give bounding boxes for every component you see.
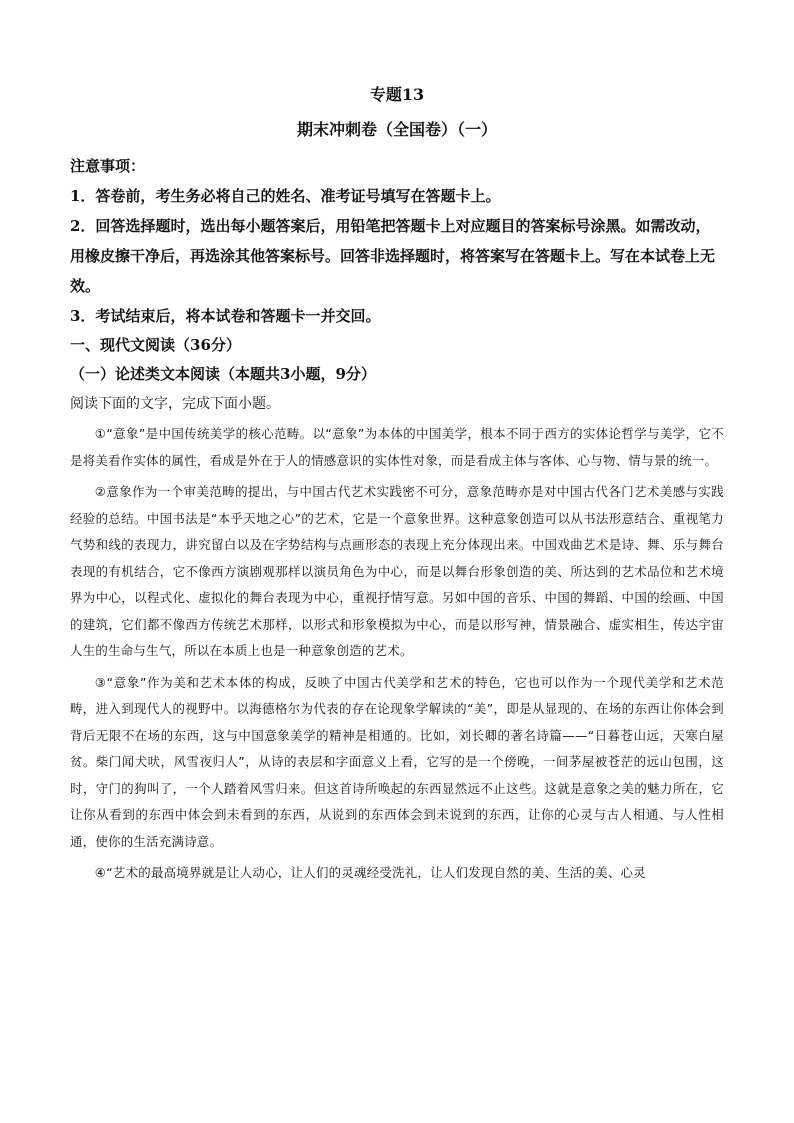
notice-item-1: 1．答卷前，考生务必将自己的姓名、准考证号填写在答题卡上。 — [70, 187, 501, 205]
topic-title: 专题13 — [369, 85, 425, 104]
sub-section-heading: （一）论述类文本阅读（本题共3小题，9分） — [70, 365, 376, 383]
reading-instruction: 阅读下面的文字，完成下面小题。 — [70, 396, 280, 412]
exam-title: 期末冲刺卷（全国卷）（一） — [296, 120, 497, 139]
passage-paragraph-4: ④“艺术的最高境界就是让人动心，让人们的灵魂经受洗礼，让人们发现自然的美、生活的美、心灵 — [94, 865, 646, 880]
notice-item-3: 3．考试结束后，将本试卷和答题卡一并交回。 — [70, 307, 381, 325]
section-heading: 一、现代文阅读（36分） — [70, 336, 241, 354]
passage-paragraph-1: ①“意象”是中国传统美学的核心范畴。以“意象”为本体的中国美学，根本不同于西方的实体论哲学与美学，它不是将美看作实体的属性，看成是外在于人的情感意识的实体性对象，而是看成主体与客体、心与物、情与景的统一。 — [70, 426, 724, 468]
passage-paragraph-2: ②意象作为一个审美范畴的提出，与中国古代艺术实践密不可分，意象范畴亦是对中国古代各门艺术美感与实践经验的总结。中国书法是“本乎天地之心”的艺术，它是一个意象世界。这种意象创造可以从书法形意结合、重视笔力气势和线的表现力，讲究留白以及在字势结构与点画形态的表现上充分体现出来。中国戏曲艺术是诗、舞、乐与舞台表现的有机结合，它不像西方演剧观那样以演员角色为中心，而是以舞台形象创造的美、所达到的艺术品位和艺术境界为中心，以程式化、虚拟化的舞台表现为中心，重视抒情写意。另如中国的音乐、中国的舞蹈、中国的绘画、中国的建筑，它们都不像西方传统艺术那样，以形式和形象模拟为中心，而是以形写神，情景融合、虚实相生，传达宇宙人生的生命与生气，所以在本质上也是一种意象创造的艺术。 — [70, 484, 724, 658]
notice-block — [70, 151, 724, 331]
notice-item-2: 2．回答选择题时，选出每小题答案后，用铅笔把答题卡上对应题目的答案标号涂黑。如需改动，用橡皮擦干净后，再选涂其他答案标号。回答非选择题时，将答案写在答题卡上。写在本试卷上无效。 — [70, 217, 716, 295]
passage-paragraph-3: ③“意象”作为美和艺术本体的构成，反映了中国古代美学和艺术的特色，它也可以作为一个现代美学和艺术范畴，进入到现代人的视野中。以海德格尔为代表的存在论现象学解读的“美”，即是从显现的、在场的东西让你体会到背后无限不在场的东西，这与中国意象美学的精神是相通的。比如，刘长卿的著名诗篇——“日暮苍山远，天寒白屋贫。柴门闻犬吠，风雪夜归人”，从诗的表层和字面意义上看，它写的是一个傍晚，一间茅屋被苍茫的远山包围，这时，守门的狗叫了，一个人踏着风雪归来。但这首诗所唤起的东西显然远不止这些。这就是意象之美的魅力所在，它让你从看到的东西中体会到未看到的东西，从说到的东西体会到未说到的东西，让你的心灵与古人相通、与人性相通，使你的生活充满诗意。 — [70, 674, 724, 849]
notice-heading: 注意事项： — [70, 157, 146, 175]
